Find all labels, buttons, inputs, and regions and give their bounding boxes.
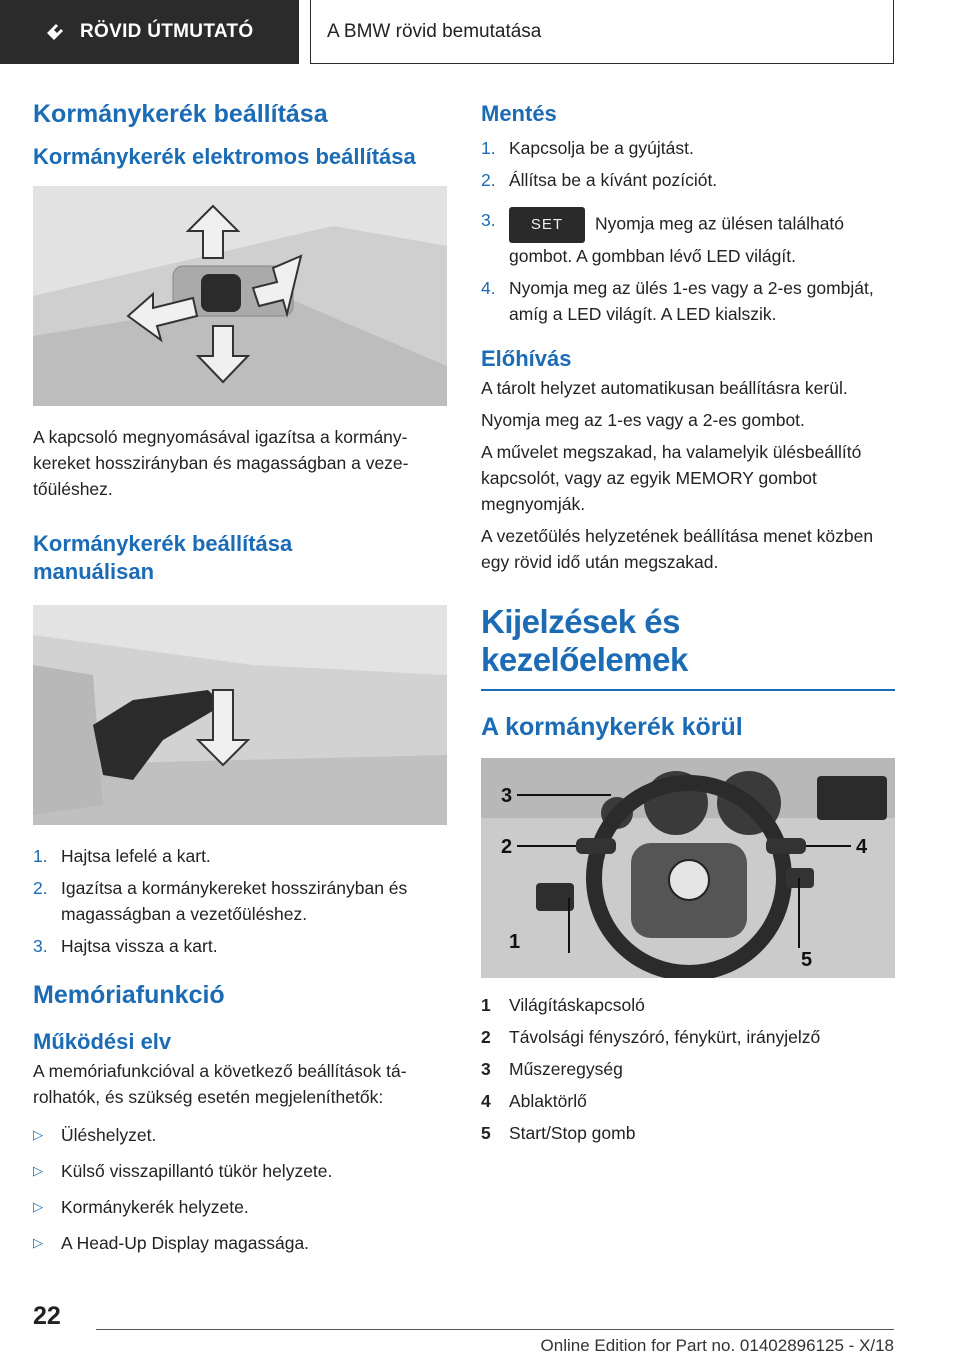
electric-adjustment-text: A kapcsoló megnyomásával igazítsa a kormánykereket hosszirányban és magasságban a vezetőüléshez. <box>33 426 409 499</box>
heading-manual-adjustment: Kormánykerék beállítása manuálisan <box>33 530 293 585</box>
callout-1-label: 1 <box>509 931 521 954</box>
list-item <box>33 843 447 869</box>
cockpit-figure <box>481 758 895 978</box>
heading-save: Mentés <box>481 101 557 126</box>
heading-around-steering-wheel: A kormánykerék körül <box>481 713 743 742</box>
step-text-with-button <box>509 207 895 269</box>
list-item <box>481 1056 895 1082</box>
legend-number: 2 <box>481 1027 491 1048</box>
step-text: Hajtsa lefelé a kart. <box>61 845 211 866</box>
callout-3-label: 3 <box>501 785 513 808</box>
page-number: 22 <box>33 1302 61 1330</box>
step-text: Állítsa be a kívánt pozíciót. <box>509 169 718 190</box>
principle-text: A memóriafunkcióval a következő beállítások tárolhatók, és szükség esetén megjeleníthetők: <box>33 1061 407 1108</box>
legend-text: Ablaktörlő <box>509 1091 587 1112</box>
list-item <box>33 1158 447 1184</box>
legend-text: Start/Stop gomb <box>509 1123 636 1144</box>
step-text: Kapcsolja be a gyújtást. <box>509 137 694 158</box>
step-number: 1. <box>481 137 496 158</box>
legend-text: Műszeregység <box>509 1059 623 1080</box>
bullet-text: Üléshelyzet. <box>61 1125 157 1146</box>
step-number: 3. <box>33 935 48 956</box>
list-item <box>33 1122 447 1148</box>
heading-electric-adjustment: Kormánykerék elektromos beállítása <box>33 144 416 169</box>
step-text: Nyomja meg az ülés 1-es vagy a 2-es gombját, amíg a LED világít. A LED kialszik. <box>509 277 874 324</box>
recall-paragraph: A tárolt helyzet automatikusan beállításra kerül. <box>481 378 848 399</box>
legend-number: 1 <box>481 995 491 1016</box>
step-text: Igazítsa a kormánykereket hosszirányban és magasságban a vezetőüléshez. <box>61 877 408 924</box>
memory-bullets-list <box>33 1122 447 1256</box>
legend-text: Távolsági fényszóró, fénykürt, irányjelző <box>509 1027 821 1048</box>
step-number: 2. <box>33 877 48 898</box>
legend-number: 3 <box>481 1059 491 1080</box>
header-tab-label: RÖVID ÚTMUTATÓ <box>80 21 254 42</box>
list-item <box>33 933 447 959</box>
list-item <box>481 1024 895 1050</box>
list-item <box>481 275 895 327</box>
list-item <box>481 167 895 193</box>
step-text: Hajtsa vissza a kart. <box>61 935 218 956</box>
heading-memory-function: Memóriafunkció <box>33 980 225 1009</box>
heading-steering-adjustment: Kormánykerék beállítása <box>33 100 328 128</box>
footer-edition-text: Online Edition for Part no. 01402896125 - X/18 <box>540 1336 894 1355</box>
cockpit-legend-list <box>481 992 895 1146</box>
legend-number: 4 <box>481 1091 491 1112</box>
manual-adjustment-figure <box>33 605 447 825</box>
recall-paragraph: Nyomja meg az 1-es vagy a 2-es gombot. <box>481 410 805 431</box>
triangle-bullet-icon: ▷ <box>33 1235 43 1251</box>
callout-4-label: 4 <box>856 836 868 859</box>
chapter-title-text: A BMW rövid bemutatása <box>327 20 542 42</box>
manual-steps-list <box>33 843 447 959</box>
legend-text: Világításkapcsoló <box>509 995 645 1016</box>
heading-principle: Működési elv <box>33 1028 172 1054</box>
footer-divider <box>96 1329 894 1330</box>
set-button-icon: SET <box>509 207 585 243</box>
heading-displays-controls: Kijelzések és kezelőelemek <box>481 603 895 691</box>
bullet-text: Külső visszapillantó tükör helyzete. <box>61 1161 333 1182</box>
step-number: 2. <box>481 169 496 190</box>
heading-recall: Előhívás <box>481 345 572 371</box>
save-steps-list <box>481 135 895 327</box>
list-item <box>33 1194 447 1220</box>
list-item <box>481 207 895 269</box>
step-text: Nyomja meg az ülésen található gombot. A gombban lévő LED világít. <box>509 213 845 266</box>
triangle-bullet-icon: ▷ <box>33 1199 43 1215</box>
callout-2-label: 2 <box>501 836 513 859</box>
left-column <box>33 100 447 1266</box>
legend-number: 5 <box>481 1123 491 1144</box>
electric-adjustment-figure <box>33 186 447 406</box>
recall-paragraph: A vezetőülés helyzetének beállítása menet közben egy rövid idő után megszakad. <box>481 526 874 573</box>
wrench-icon <box>44 21 66 43</box>
bullet-text: A Head-Up Display magassága. <box>61 1233 310 1254</box>
header-chapter-title <box>310 0 894 64</box>
list-item <box>33 875 447 927</box>
recall-paragraph: A művelet megszakad, ha valamelyik ülésbeállító kapcsolót, vagy az egyik MEMORY gombot megnyomják. <box>481 442 862 515</box>
right-column <box>481 100 895 1152</box>
list-item <box>481 1120 895 1146</box>
list-item <box>481 135 895 161</box>
header-section-tab <box>0 0 299 64</box>
list-item <box>481 1088 895 1114</box>
step-number: 4. <box>481 277 496 298</box>
triangle-bullet-icon: ▷ <box>33 1127 43 1143</box>
step-number: 3. <box>481 209 496 230</box>
step-number: 1. <box>33 845 48 866</box>
callout-5-label: 5 <box>801 949 813 972</box>
bullet-text: Kormánykerék helyzete. <box>61 1197 249 1218</box>
list-item <box>481 992 895 1018</box>
list-item <box>33 1230 447 1256</box>
triangle-bullet-icon: ▷ <box>33 1163 43 1179</box>
